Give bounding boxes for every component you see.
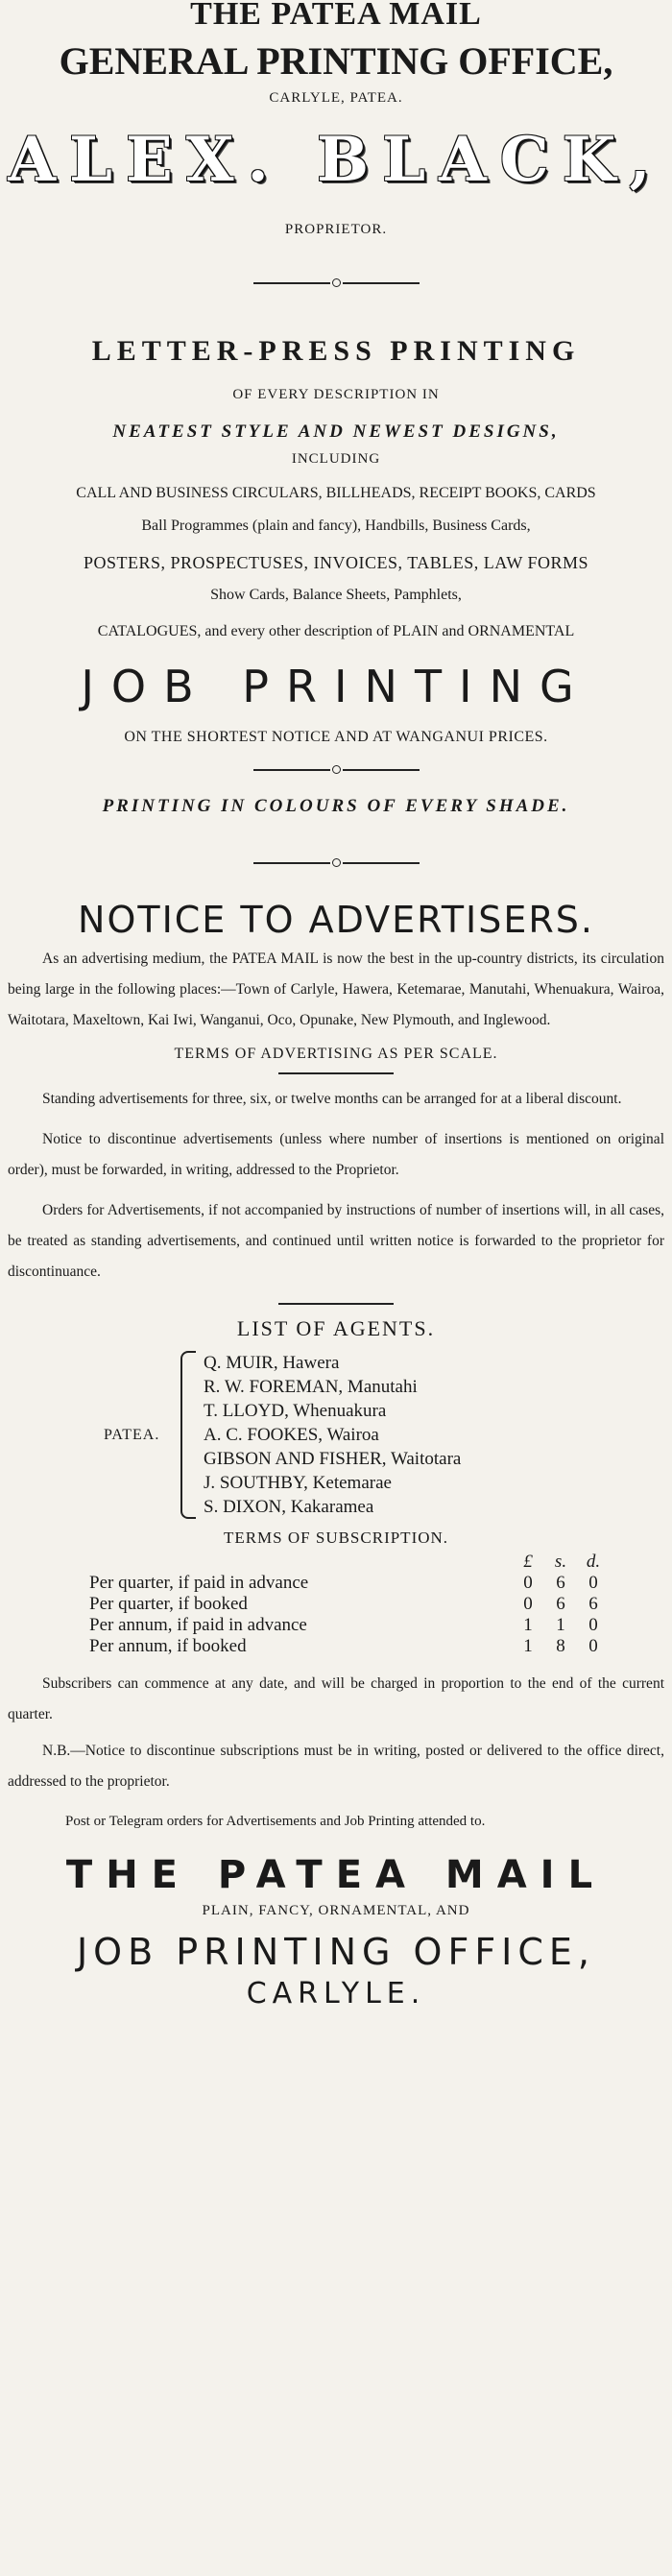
orders-ads-text: Orders for Advertisements, if not accompanied by instructions of number of insertions will, in all cases, be treated as standing advertisements, and continued until written notice is forwarded to the proprietor for discontinuance. bbox=[8, 1202, 664, 1280]
notice-intro bbox=[8, 944, 664, 1036]
subscription-shillings: 1 bbox=[556, 1615, 565, 1635]
notice-heading: NOTICE TO ADVERTISERS. bbox=[78, 899, 594, 941]
shillings-header: s. bbox=[554, 1552, 567, 1572]
subscription-pounds: 0 bbox=[523, 1594, 533, 1614]
footer-job-office: JOB PRINTING OFFICE, bbox=[76, 1931, 596, 1973]
subscription-pence: 0 bbox=[588, 1615, 598, 1635]
printing-line: Ball Programmes (plain and fancy), Handbills, Business Cards, bbox=[141, 518, 531, 534]
subscription-shillings: 6 bbox=[556, 1573, 565, 1593]
subscription-commence-text: Subscribers can commence at any date, and will be charged in proportion to the end of the current quarter. bbox=[8, 1675, 664, 1722]
masthead-office: GENERAL PRINTING OFFICE, bbox=[59, 39, 613, 83]
orders-ads bbox=[8, 1195, 664, 1288]
pounds-header: £ bbox=[523, 1552, 533, 1572]
masthead-location: CARLYLE, PATEA. bbox=[269, 90, 403, 106]
subscription-pounds: 0 bbox=[523, 1573, 533, 1593]
subscription-shillings: 6 bbox=[556, 1594, 565, 1614]
agents-items bbox=[204, 1351, 461, 1519]
every-description: OF EVERY DESCRIPTION IN bbox=[232, 387, 440, 402]
subscription-nb bbox=[8, 1736, 664, 1797]
subscription-row bbox=[89, 1615, 664, 1636]
agents-list bbox=[8, 1351, 664, 1519]
post-orders-text: Post or Telegram orders for Advertisements and Job Printing attended to. bbox=[65, 1814, 486, 1829]
subscription-desc: Per annum, if booked bbox=[89, 1636, 247, 1656]
subscription-pence: 0 bbox=[588, 1573, 598, 1593]
including-label: INCLUDING bbox=[291, 451, 381, 467]
agent-item: GIBSON AND FISHER, Waitotara bbox=[204, 1449, 462, 1469]
shortest-notice: ON THE SHORTEST NOTICE AND AT WANGANUI PRICES. bbox=[124, 729, 548, 745]
subscription-pounds: 1 bbox=[523, 1615, 533, 1635]
footer-carlyle: CARLYLE. bbox=[246, 1977, 426, 2010]
footer-title: THE PATEA MAIL bbox=[65, 1853, 607, 1897]
subscription-title: TERMS OF SUBSCRIPTION. bbox=[223, 1529, 449, 1547]
divider bbox=[278, 1303, 394, 1305]
agents-region: PATEA. bbox=[104, 1426, 160, 1443]
agent-item: R. W. FOREMAN, Manutahi bbox=[204, 1377, 418, 1397]
agents-brace bbox=[180, 1351, 196, 1519]
subscription-pence: 0 bbox=[588, 1636, 598, 1656]
subscription-row bbox=[89, 1573, 664, 1594]
agent-item: Q. MUIR, Hawera bbox=[204, 1353, 340, 1373]
pence-header: d. bbox=[586, 1552, 601, 1572]
standing-ads bbox=[8, 1084, 664, 1115]
masthead-title: THE PATEA MAIL bbox=[190, 0, 482, 32]
colours-line: PRINTING IN COLOURS OF EVERY SHADE. bbox=[102, 796, 570, 816]
notice-intro-text: As an advertising medium, the PATEA MAIL is now the best in the up-country districts, its circulation being large in the following places:—Town of Carlyle, Hawera, Ketemarae, Manutahi, Whenuakura, Wairoa, Waitotara, Maxeltown, Kai Iwi, Wanganui, Oco, Opunake, New Plymouth, and Inglewood. bbox=[8, 951, 664, 1028]
agent-item: S. DIXON, Kakaramea bbox=[204, 1497, 374, 1517]
subscription-shillings: 8 bbox=[556, 1636, 565, 1656]
subscription-header bbox=[89, 1552, 664, 1573]
discontinue-ads-text: Notice to discontinue advertisements (unless where number of insertions is mentioned on original order), must be forwarded, in writing, addressed to the Proprietor. bbox=[8, 1131, 664, 1178]
subscription-commence bbox=[8, 1669, 664, 1730]
subscription-row bbox=[89, 1594, 664, 1615]
subscription-table bbox=[89, 1552, 664, 1657]
footer-plain: PLAIN, FANCY, ORNAMENTAL, AND bbox=[202, 1903, 470, 1918]
discontinue-ads bbox=[8, 1124, 664, 1186]
post-orders bbox=[8, 1807, 664, 1836]
divider bbox=[278, 1072, 394, 1074]
printing-line: CALL AND BUSINESS CIRCULARS, BILLHEADS, RECEIPT BOOKS, CARDS bbox=[76, 485, 596, 501]
terms-heading: TERMS OF ADVERTISING AS PER SCALE. bbox=[174, 1046, 498, 1062]
subscription-desc: Per annum, if paid in advance bbox=[89, 1615, 307, 1635]
agent-item: A. C. FOOKES, Wairoa bbox=[204, 1425, 379, 1445]
divider bbox=[8, 765, 664, 774]
printing-line: CATALOGUES, and every other description of PLAIN and ORNAMENTAL bbox=[97, 623, 575, 639]
subscription-pence: 6 bbox=[588, 1594, 598, 1614]
proprietor-label: PROPRIETOR. bbox=[284, 222, 388, 237]
agent-item: J. SOUTHBY, Ketemarae bbox=[204, 1473, 392, 1493]
subscription-nb-text: N.B.—Notice to discontinue subscriptions must be in writing, posted or delivered to the office direct, addressed to the proprietor. bbox=[8, 1743, 664, 1790]
proprietor-name: ALEX. BLACK, bbox=[8, 124, 664, 196]
agent-item: T. LLOYD, Whenuakura bbox=[204, 1401, 387, 1421]
divider bbox=[8, 278, 664, 287]
subscription-pounds: 1 bbox=[523, 1636, 533, 1656]
standing-ads-text: Standing advertisements for three, six, or twelve months can be arranged for at a liberal discount. bbox=[42, 1091, 622, 1107]
neatest-style: NEATEST STYLE AND NEWEST DESIGNS, bbox=[112, 421, 560, 442]
subscription-desc: Per quarter, if booked bbox=[89, 1594, 248, 1614]
divider bbox=[8, 858, 664, 867]
printing-line: POSTERS, PROSPECTUSES, INVOICES, TABLES, LAW FORMS bbox=[83, 553, 589, 572]
subscription-desc: Per quarter, if paid in advance bbox=[89, 1573, 309, 1593]
letterpress-heading: LETTER-PRESS PRINTING bbox=[91, 335, 581, 367]
job-printing-heading: JOB PRINTING bbox=[81, 661, 591, 712]
agents-title: LIST OF AGENTS. bbox=[236, 1316, 436, 1340]
printing-line: Show Cards, Balance Sheets, Pamphlets, bbox=[210, 587, 462, 603]
subscription-row bbox=[89, 1636, 664, 1657]
